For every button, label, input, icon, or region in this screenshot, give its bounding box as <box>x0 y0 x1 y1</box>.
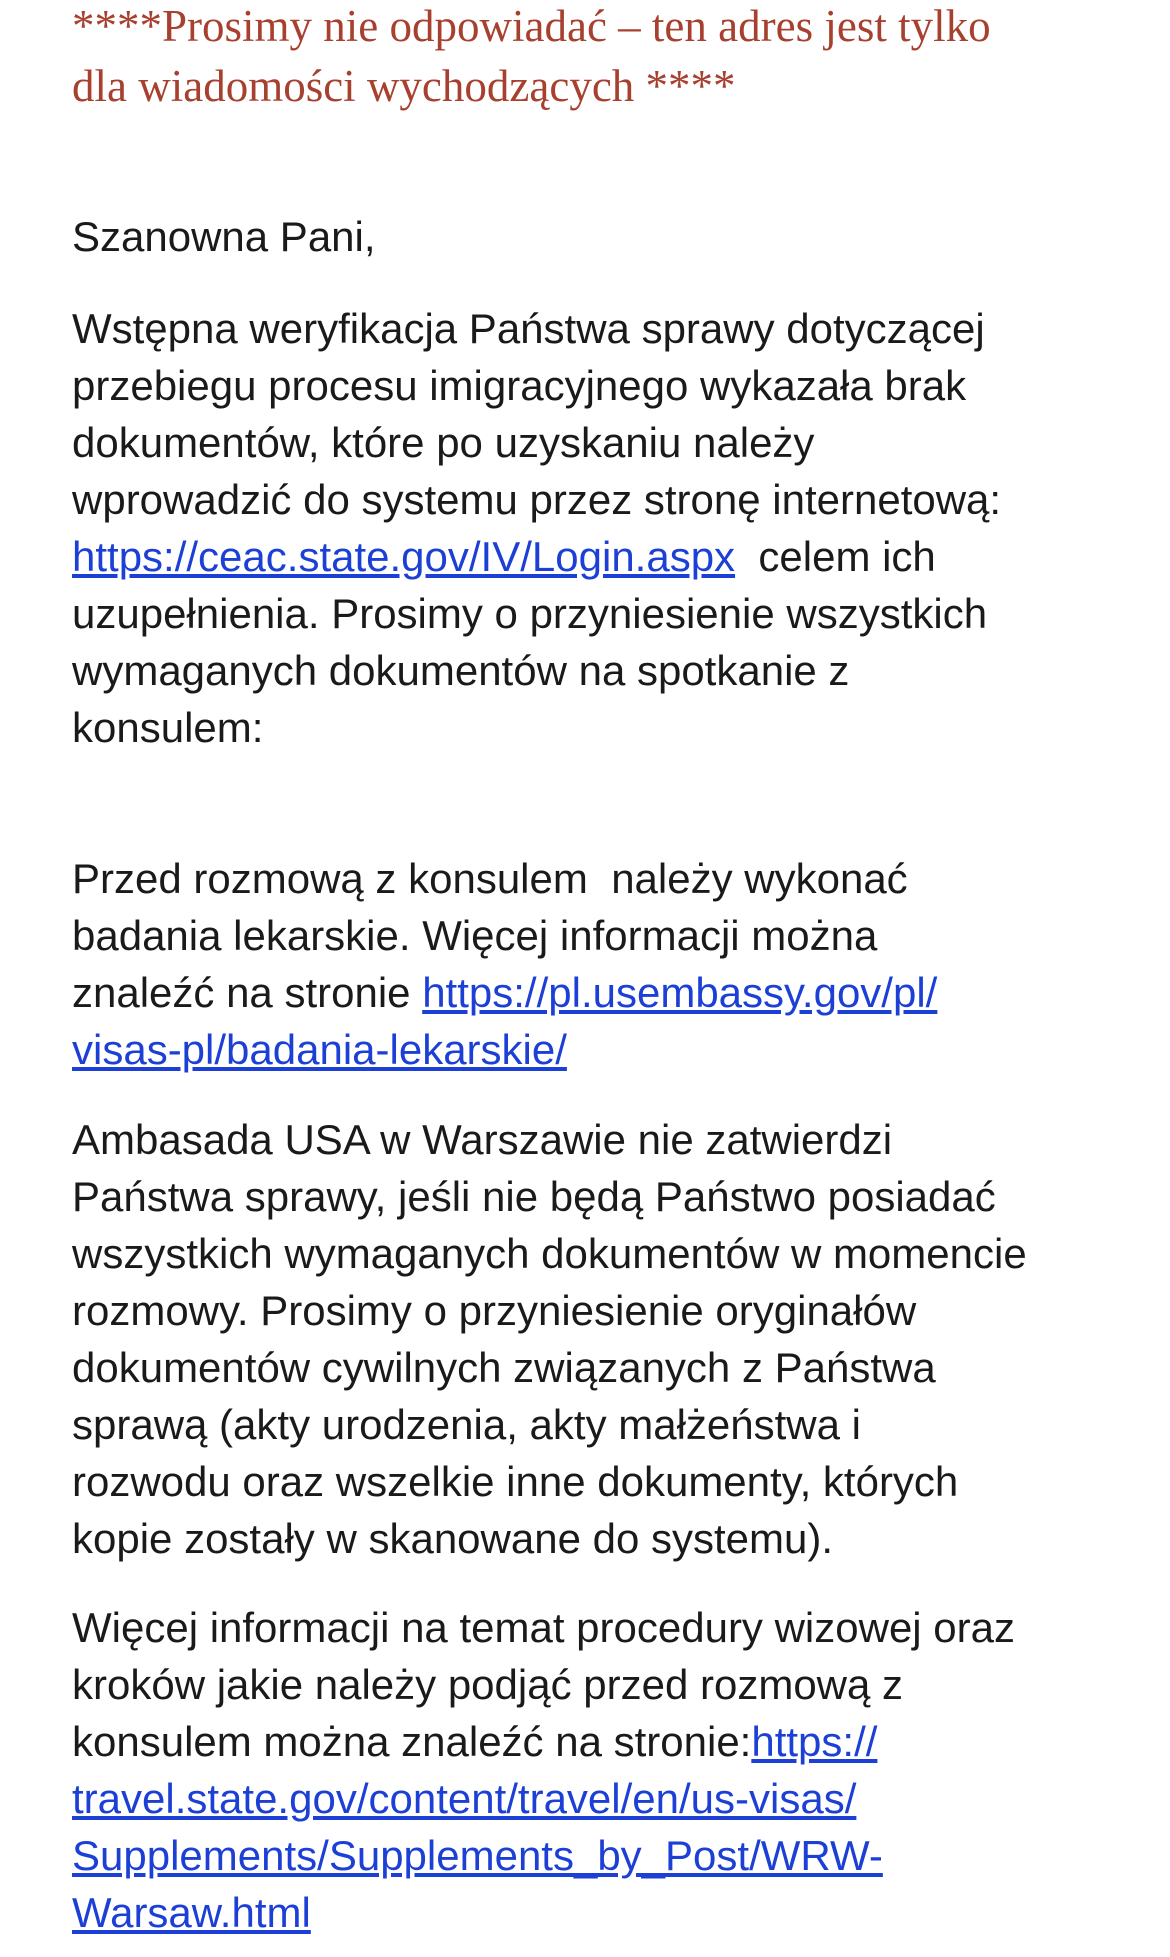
p2-line-1: Przed rozmową z konsulem należy wykonać <box>72 855 908 902</box>
p3-line-1: Ambasada USA w Warszawie nie zatwierdzi <box>72 1116 893 1163</box>
greeting: Szanowna Pani, <box>72 213 376 260</box>
p1-line-8: konsulem: <box>72 704 264 751</box>
p1-line-2: przebiegu procesu imigracyjnego wykazała brak <box>72 362 967 409</box>
ceac-login-link[interactable]: https://ceac.state.gov/IV/Login.aspx <box>72 533 736 580</box>
travel-link-part-4: Warsaw.html <box>72 1889 311 1936</box>
travel-link-part-2: travel.state.gov/content/travel/en/us-visas/ <box>72 1775 857 1822</box>
paragraph-missing-documents <box>72 300 1112 756</box>
p3-line-4: rozmowy. Prosimy o przyniesienie oryginałów <box>72 1287 917 1334</box>
p2-line-2: badania lekarskie. Więcej informacji można <box>72 912 878 959</box>
p2-prefix: znaleźć na stronie <box>72 969 423 1016</box>
warning-line-2: dla wiadomości wychodzących **** <box>72 61 736 111</box>
p3-line-8: kopie zostały w skanowane do systemu). <box>72 1515 834 1562</box>
medical-link-part-2: visas-pl/badania-lekarskie/ <box>72 1026 567 1073</box>
p3-line-2: Państwa sprawy, jeśli nie będą Państwo posiadać <box>72 1173 996 1220</box>
p1-line-1: Wstępna weryfikacja Państwa sprawy dotyczącej <box>72 305 985 352</box>
travel-link-part-3: Supplements/Supplements_by_Post/WRW- <box>72 1832 883 1879</box>
paragraph-medical-exams <box>72 850 1112 1078</box>
p3-line-5: dokumentów cywilnych związanych z Państwa <box>72 1344 936 1391</box>
p3-line-6: sprawą (akty urodzenia, akty małżeństwa i <box>72 1401 861 1448</box>
p1-line-7: wymaganych dokumentów na spotkanie z <box>72 647 850 694</box>
warning-line-1: ****Prosimy nie odpowiadać – ten adres jest tylko <box>72 1 991 51</box>
paragraph-visa-procedure-info <box>72 1599 1112 1941</box>
paragraph-embassy-requirements <box>72 1111 1112 1567</box>
no-reply-warning <box>72 0 1112 116</box>
p1-line-3: dokumentów, które po uzyskaniu należy <box>72 419 815 466</box>
p4-line-2: kroków jakie należy podjąć przed rozmową z <box>72 1661 904 1708</box>
p4-line-1: Więcej informacji na temat procedury wizowej oraz <box>72 1604 1016 1651</box>
p1-after-link: celem ich <box>735 533 936 580</box>
p3-line-3: wszystkich wymaganych dokumentów w momencie <box>72 1230 1027 1277</box>
travel-link-part-1: https:// <box>751 1718 878 1765</box>
p3-line-7: rozwodu oraz wszelkie inne dokumenty, których <box>72 1458 959 1505</box>
medical-link-part-1: https://pl.usembassy.gov/pl/ <box>422 969 938 1016</box>
p1-line-4: wprowadzić do systemu przez stronę internetową: <box>72 476 1002 523</box>
p1-line-6: uzupełnienia. Prosimy o przyniesienie wszystkich <box>72 590 988 637</box>
p4-prefix: konsulem można znaleźć na stronie: <box>72 1718 752 1765</box>
